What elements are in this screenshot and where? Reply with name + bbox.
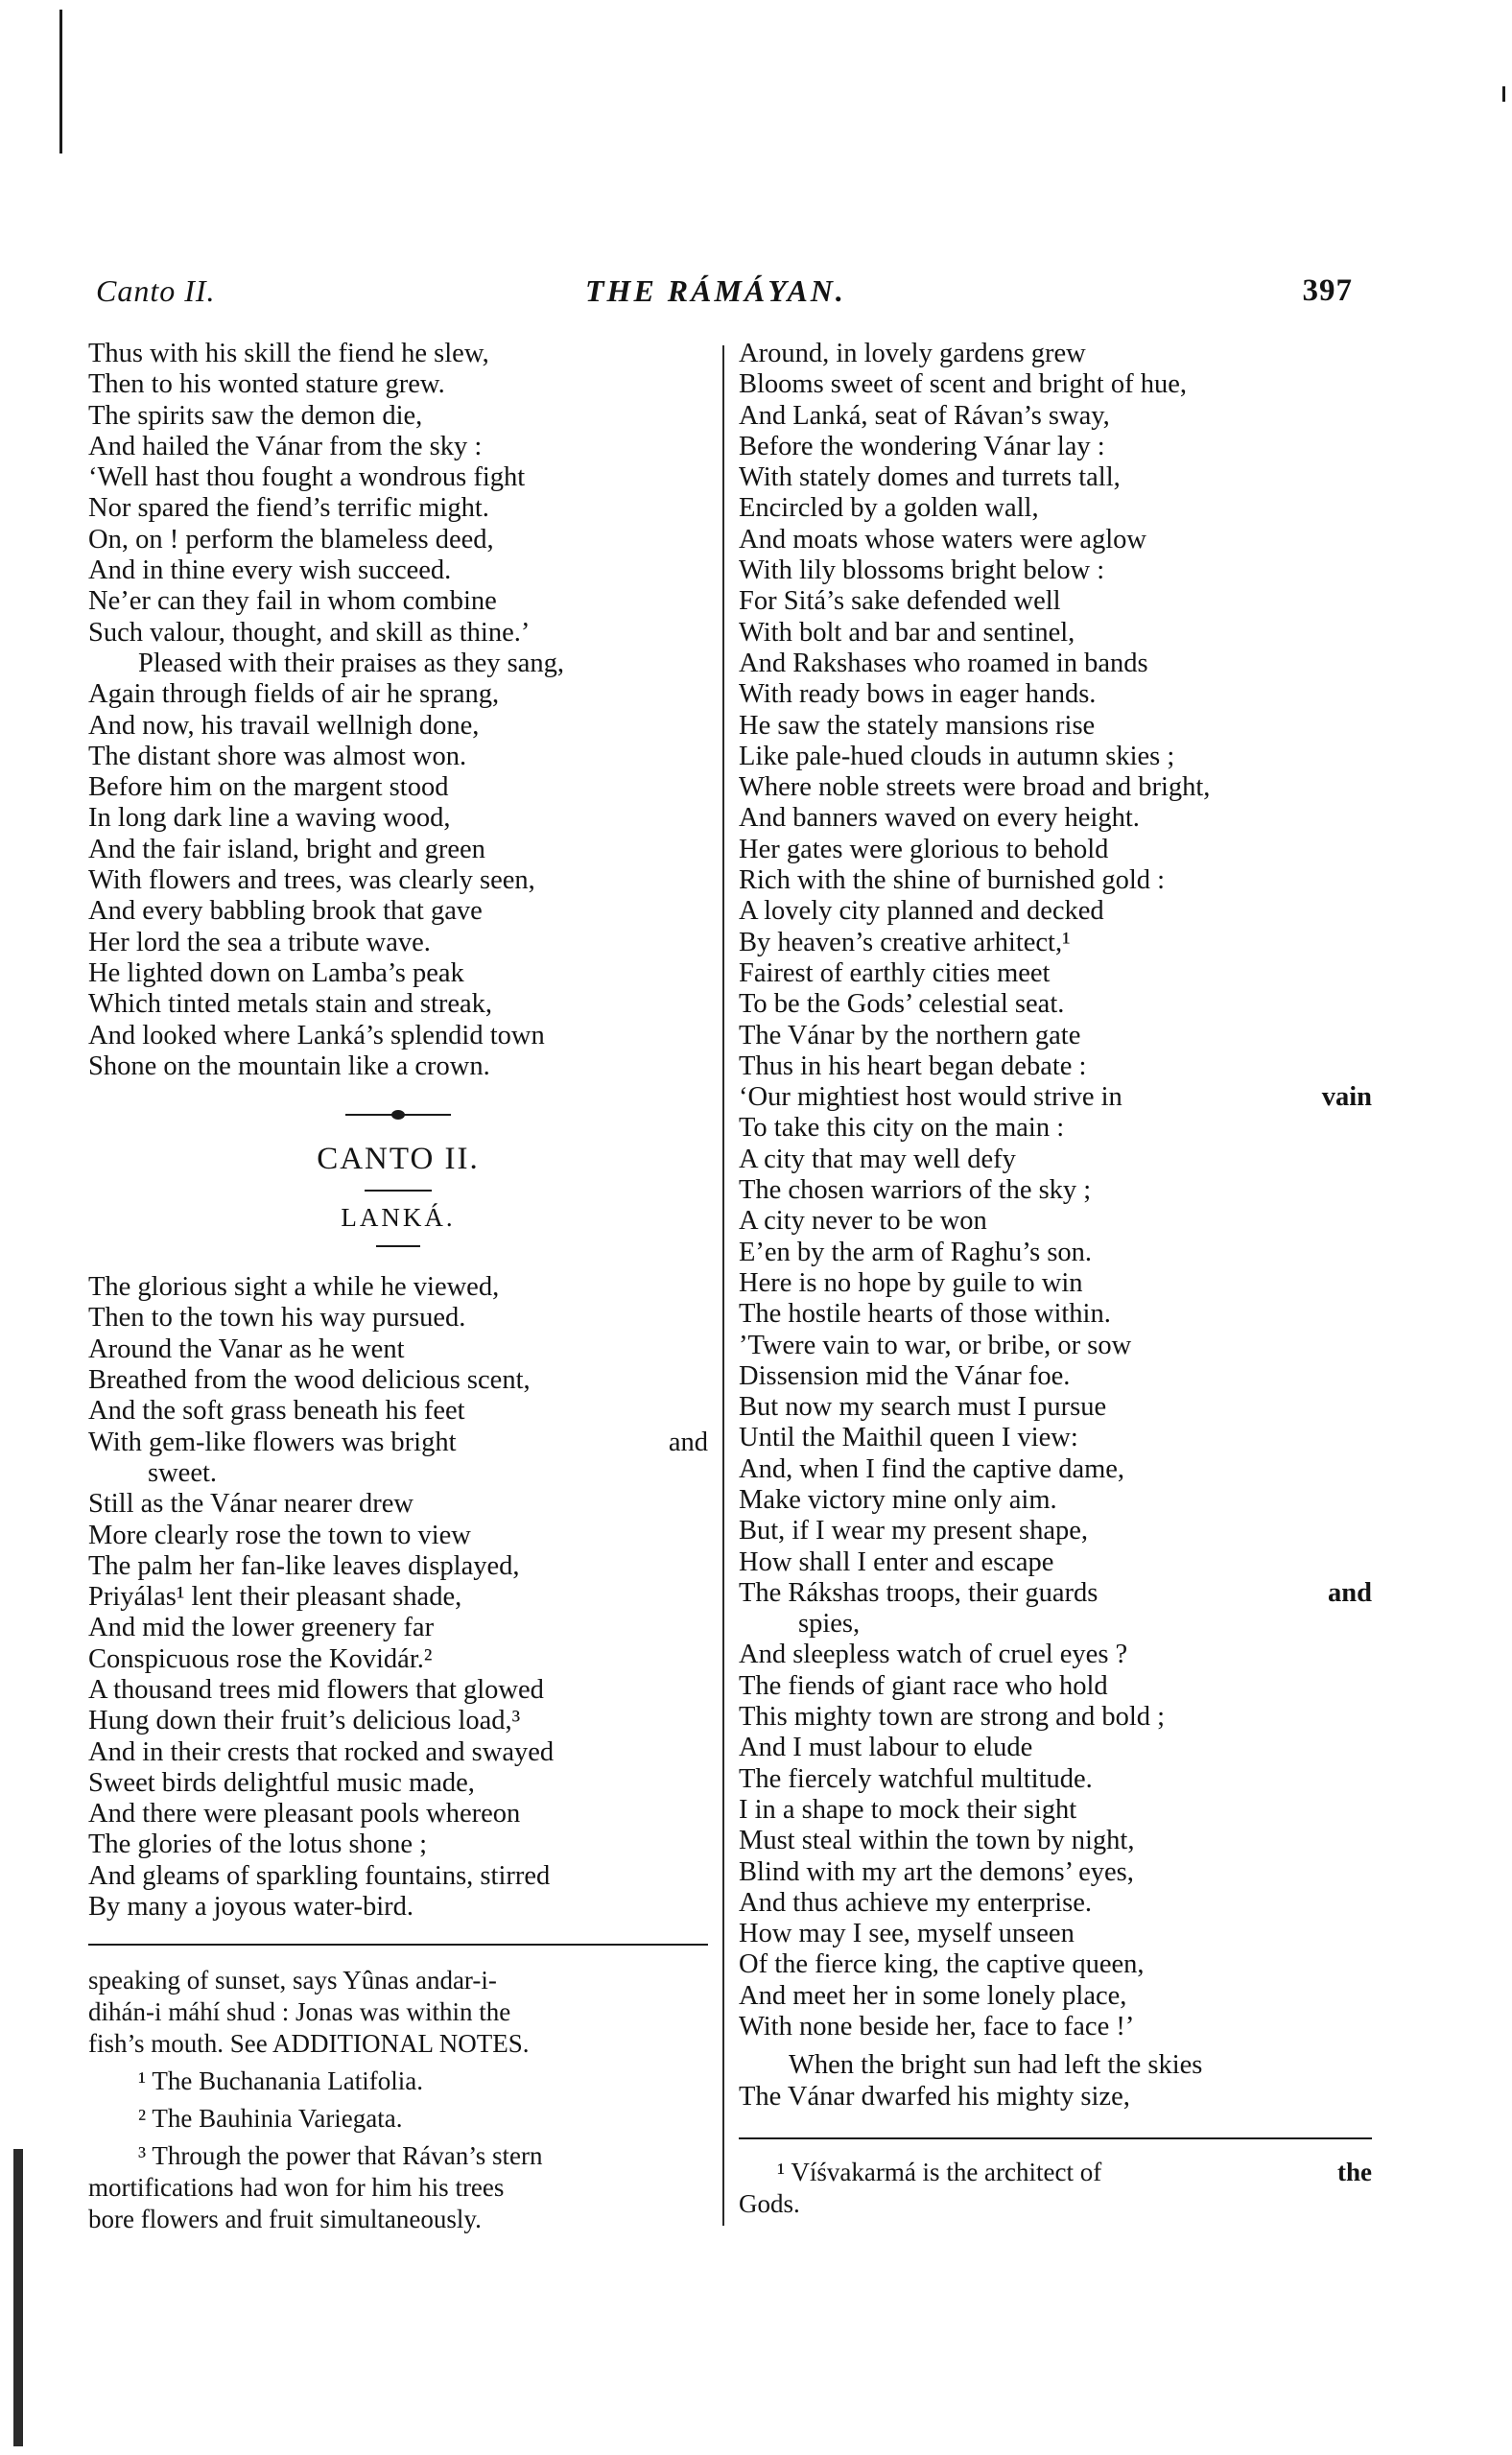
footnote-line-right: the (1337, 2157, 1372, 2186)
verse-line-continuation: sweet. (148, 1457, 218, 1488)
verse-line: A thousand trees mid flowers that glowed (88, 1674, 544, 1705)
verse-line: Like pale-hued clouds in autumn skies ; (739, 741, 1175, 771)
verse-line: And the soft grass beneath his feet (88, 1396, 465, 1427)
verse-line-right: and (668, 1427, 708, 1457)
verse-line: He saw the stately mansions rise (739, 710, 1096, 741)
verse-line: Make victory mine only aim. (739, 1484, 1057, 1515)
verse-line: Priyálas¹ lent their pleasant shade, (88, 1582, 462, 1613)
verse-line: The Vánar by the northern gate (739, 1020, 1081, 1050)
verse-line: E’en by the arm of Raghu’s son. (739, 1237, 1093, 1267)
verse-line: This mighty town are strong and bold ; (739, 1702, 1166, 1733)
verse-line: Then to his wonted stature grew. (88, 369, 445, 400)
verse-line: And banners waved on every height. (739, 803, 1140, 834)
verse-line: The glorious sight a while he viewed, (88, 1272, 500, 1303)
verse-line: Sweet birds delightful music made, (88, 1767, 475, 1798)
verse-line: ‘Well hast thou fought a wondrous fight (88, 462, 526, 493)
verse-block-left-b (88, 1272, 708, 1923)
verse-line: To be the Gods’ celestial seat. (739, 989, 1065, 1020)
verse-line: And thus achieve my enterprise. (739, 1887, 1093, 1918)
verse-line: And gleams of sparkling fountains, stirred (88, 1860, 551, 1891)
verse-line-left: The Rákshas troops, their guards (739, 1577, 1099, 1608)
verse-line: And in thine every wish succeed. (88, 555, 452, 586)
verse-line: I in a shape to mock their sight (739, 1794, 1077, 1825)
verse-line: A city that may well defy (739, 1144, 1016, 1174)
verse-line: But now my search must I pursue (739, 1392, 1107, 1423)
verse-line: And Rakshases who roamed in bands (739, 648, 1148, 678)
verse-line: With bolt and bar and sentinel, (739, 617, 1075, 648)
verse-line: By many a joyous water-bird. (88, 1892, 413, 1923)
verse-line: And I must labour to elude (739, 1733, 1033, 1763)
verse-line: When the bright sun had left the skies (789, 2050, 1203, 2081)
verse-line: Blooms sweet of scent and bright of hue, (739, 369, 1187, 400)
verse-line (739, 1578, 1372, 1609)
verse-line-continuation: spies, (798, 1609, 861, 1640)
verse-line: And meet her in some lonely place, (739, 1980, 1127, 2011)
verse-line: And looked where Lanká’s splendid town (88, 1020, 545, 1050)
verse-line-right: vain (1321, 1082, 1372, 1113)
verse-line: And, when I find the captive dame, (739, 1453, 1125, 1484)
verse-line: Dissension mid the Vánar foe. (739, 1360, 1071, 1391)
verse-line: The palm her fan-like leaves displayed, (88, 1550, 520, 1581)
verse-line: Around, in lovely gardens grew (739, 339, 1086, 368)
verse-line: Where noble streets were broad and bright, (739, 772, 1211, 803)
verse-line: The chosen warriors of the sky ; (739, 1175, 1092, 1206)
verse-line: He lighted down on Lamba’s peak (88, 957, 464, 988)
verse-line-right: and (1328, 1577, 1372, 1608)
page-number: 397 (1302, 273, 1353, 308)
verse-line: Thus in his heart began debate : (739, 1050, 1087, 1081)
footnote-2: ² The Bauhinia Variegata. (138, 2104, 403, 2134)
footnote-rule (739, 2137, 1372, 2139)
verse-line: The Vánar dwarfed his mighty size, (739, 2081, 1130, 2112)
column-divider (722, 345, 724, 2226)
footnote-line-left: ¹ Víśvakarmá is the architect of (777, 2157, 1102, 2186)
footnote-line: Gods. (739, 2188, 800, 2218)
verse-line: Here is no hope by guile to win (739, 1267, 1083, 1298)
verse-line: The fiends of giant race who hold (739, 1670, 1108, 1701)
verse-line (88, 1428, 708, 1458)
verse-line: And now, his travail wellnigh done, (88, 710, 480, 741)
verse-line: Her lord the sea a tribute wave. (88, 927, 431, 957)
verse-line: Shone on the mountain like a crown. (88, 1050, 490, 1081)
verse-line: Breathed from the wood delicious scent, (88, 1365, 531, 1396)
verse-line: Before him on the margent stood (88, 772, 449, 803)
verse-line: Rich with the shine of burnished gold : (739, 865, 1166, 896)
verse-line: Again through fields of air he sprang, (88, 679, 500, 710)
verse-line: Encircled by a golden wall, (739, 493, 1039, 524)
verse-line-left: ‘Our mightiest host would strive in (739, 1082, 1122, 1113)
verse-line: Her gates were glorious to behold (739, 834, 1109, 864)
verse-line: More clearly rose the town to view (88, 1520, 471, 1550)
verse-line: Ne’er can they fail in whom combine (88, 586, 497, 617)
footnote-rule (88, 1944, 708, 1946)
verse-line: The distant shore was almost won. (88, 741, 467, 771)
scan-edge-mark-bottom (13, 2149, 23, 2446)
verse-line: And mid the lower greenery far (88, 1613, 435, 1643)
verse-line: The spirits saw the demon die, (88, 400, 423, 431)
verse-line: And in their crests that rocked and swayed (88, 1736, 555, 1767)
footnote-line: bore flowers and fruit simultaneously. (88, 2205, 482, 2234)
verse-line: The hostile hearts of those within. (739, 1299, 1111, 1330)
verse-line: Until the Maithil queen I view: (739, 1423, 1078, 1453)
scan-edge-mark-top (59, 10, 62, 153)
footnote-line: mortifications had won for him his trees (88, 2173, 505, 2203)
verse-line (739, 1082, 1372, 1113)
verse-line: Still as the Vánar nearer drew (88, 1489, 413, 1520)
running-header (96, 273, 1353, 312)
verse-line-left: With gem-like flowers was bright (88, 1427, 457, 1457)
verse-line: How may I see, myself unseen (739, 1919, 1075, 1949)
verse-line: Nor spared the fiend’s terrific might. (88, 493, 489, 524)
verse-line: Such valour, thought, and skill as thine.’ (88, 617, 531, 648)
section-ornament (345, 1109, 451, 1121)
verse-line: Then to the town his way pursued. (88, 1303, 466, 1334)
verse-line: ’Twere vain to war, or bribe, or sow (739, 1330, 1132, 1360)
verse-line: Must steal within the town by night, (739, 1826, 1135, 1856)
verse-line: Before the wondering Vánar lay : (739, 431, 1105, 461)
footnotes-left (88, 1965, 708, 2235)
verse-line: And the fair island, bright and green (88, 834, 485, 864)
verse-line: To take this city on the main : (739, 1113, 1065, 1144)
canto-subheading: LANKÁ. (341, 1203, 456, 1233)
verse-line: The fiercely watchful multitude. (739, 1763, 1093, 1794)
verse-line: Hung down their fruit’s delicious load,³ (88, 1706, 521, 1736)
footnote-3: ³ Through the power that Rávan’s stern (138, 2141, 543, 2171)
verse-line: Pleased with their praises as they sang, (138, 648, 565, 678)
verse-line: By heaven’s creative arhitect,¹ (739, 927, 1071, 957)
verse-line: Around the Vanar as he went (88, 1334, 405, 1364)
footnote-line: speaking of sunset, says Yûnas andar-i- (88, 1966, 497, 1995)
verse-line: With lily blossoms bright below : (739, 555, 1105, 586)
verse-line: And moats whose waters were aglow (739, 524, 1147, 555)
scan-edge-mark-right (1502, 86, 1505, 102)
footnote-line: dihán-i máhí shud : Jonas was within the (88, 1997, 511, 2027)
verse-line: Which tinted metals stain and streak, (88, 989, 493, 1020)
verse-line: How shall I enter and escape (739, 1546, 1054, 1577)
footnote-line: fish’s mouth. See ADDITIONAL NOTES. (88, 2029, 530, 2059)
footnote-line (739, 2157, 1372, 2188)
verse-line: And there were pleasant pools whereon (88, 1799, 521, 1829)
verse-line: For Sitá’s sake defended well (739, 586, 1061, 617)
verse-line: Thus with his skill the fiend he slew, (88, 339, 489, 368)
header-canto: Canto II. (96, 273, 216, 308)
verse-line: With ready bows in eager hands. (739, 679, 1097, 710)
right-column (739, 339, 1372, 2220)
verse-block-left-a (88, 339, 708, 1082)
verse-line: But, if I wear my present shape, (739, 1516, 1089, 1546)
verse-line: With none beside her, face to face !’ (739, 2012, 1135, 2042)
verse-line: With flowers and trees, was clearly seen, (88, 865, 535, 896)
verse-line: And Lanká, seat of Rávan’s sway, (739, 400, 1110, 431)
verse-line: Conspicuous rose the Kovidár.² (88, 1643, 433, 1674)
verse-line: Blind with my art the demons’ eyes, (739, 1856, 1134, 1887)
verse-line: Of the fierce king, the captive queen, (739, 1949, 1145, 1980)
verse-line: And sleepless watch of cruel eyes ? (739, 1640, 1128, 1670)
header-title: THE RÁMÁYAN. (585, 273, 846, 308)
verse-line: In long dark line a waving wood, (88, 803, 451, 834)
verse-line: With stately domes and turrets tall, (739, 462, 1121, 493)
verse-line: Fairest of earthly cities meet (739, 957, 1051, 988)
verse-line: And hailed the Vánar from the sky : (88, 431, 483, 461)
verse-line: A lovely city planned and decked (739, 896, 1104, 927)
verse-line: And every babbling brook that gave (88, 896, 483, 927)
verse-line: The glories of the lotus shone ; (88, 1829, 428, 1860)
verse-block-right-a (739, 339, 1372, 2113)
heading-rule (365, 1190, 432, 1192)
footnote-1: ¹ The Buchanania Latifolia. (138, 2066, 423, 2096)
footnotes-right (739, 2157, 1372, 2220)
canto-heading: CANTO II. (317, 1142, 480, 1177)
verse-line: A city never to be won (739, 1206, 987, 1237)
left-column (88, 339, 708, 2235)
verse-line: On, on ! perform the blameless deed, (88, 524, 494, 555)
